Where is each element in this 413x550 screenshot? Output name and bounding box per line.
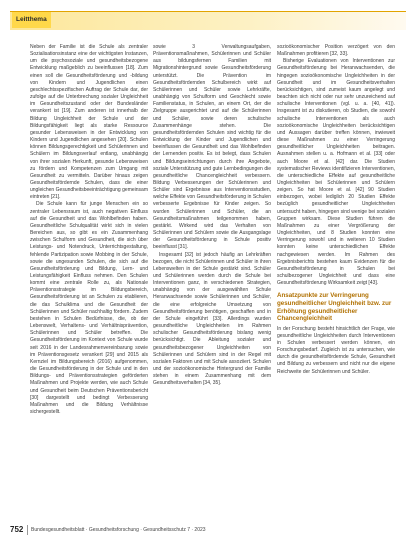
section-heading: Ansatzpunkte zur Verringerung gesundheitlicher Ungleichheit bzw. zur Erhöhung gesundheitlicher Chancengleichheit bbox=[277, 292, 392, 323]
text-column-1 bbox=[30, 44, 148, 524]
paragraph: sowie 3 Verwaltungsaufgaben, Präventionsmaßnahmen, Schülerinnen und Schüler aus bildungsfernen Familien mit Migrationshintergrund sowie Gesundheitsförderung unterstützt. Die Prävention im Gesundheitsfördernden Schulbereich wirkt auf Schülerinnen und Schüler sowie Lehrkräfte, unabhängig von Schulform und Geschlecht sowie Familienstatus, in Schulen, an einem Ort, der die Zielgruppe ausgerichtet und auf die Schülerinnen und Schüler, sowie deren schulische Zusammenhänge stehen. Die gesundheitsfördernden Schulen sind wichtig für die Entwicklung der Kinder und Jugendlichen und beeinflussen die Gesundheit und das Wohlbefinden der Lernenden positiv. Es ist belegt, dass Schulen und Bildungseinrichtungen durch ihre Angebote, soziale Unterstützung und gute Lernbedingungen die gesundheitliche Chancengleichheit verbessern. Bildung Verbesserungen der Schülerinnen und Schüler sind Ergebnisse aus Interventionsstudien, welche Effekte von Gesundheitsförderung in Schulen verbesserte Ergebnisse für Kinder zeigen. So wurden Schülerinnen und Schüler, die an Gesundheitsmaßnahmen teilgenommen haben, gestärkt. Wirkend wird das Verhalten von Schülerinnen und Schülern sowie die Ausgangslage der Gesundheitsförderung in Schule positiv beeinflusst [31]. bbox=[153, 44, 271, 251]
header-band bbox=[10, 11, 406, 30]
paragraph: Neben der Familie ist die Schule als zentraler Sozialisationsinstanz eine der wichtigsten Instanzen, um die psychosoziale und gesundheitsbezogene Entwicklung maßgeblich zu beeinflussen [18]. Zum einen soll die Gesundheitsförderung und -bildung von Kindern und Jugendlichen einen geschlechtsspezifischen Auftrag der Schule dar, der zufolge auf die Unterbrechung sozialer Ungleichheit im Gesundheitszustand oder der Bundesländer verankert ist [19]. Zum anderen ist innerhalb der Bildung Ungleichheit der Schule und der Bildungsfähigkeit liegt als starke Ressource gesunder Lebensweisen in der Entwicklung von Kindern und Jugendlichen angesehen [20]. Schulen können Bildungsgerechtigkeit und Schülerinnen und Schülern im Bildungsverlauf entlang, unabhängig von ihrer sozialen Herkunft, gesunde Lebensweisen zu fördern und Kompetenzen zum Umgang mit Gesundheit zu vermitteln. Darüber hinaus zeigen Gesundheitsfördernde Schulen, dass die einer ungleichen Gesundheitsbeeinträchtigung gemeinsam eintreten [21]. bbox=[30, 44, 148, 201]
paragraph: sozioökonomischer Position verzögert von den Maßnahmen profitieren [32, 33]. bbox=[277, 44, 395, 58]
page-footer bbox=[10, 522, 406, 538]
paragraph: In der Forschung besteht hinsichtlich der Frage, wie gesundheitliche Ungleichheiten durch Interventionen in Schulen verbessert werden können, ein Forschungsbedarf. Zugleich ist zu untersuchen, wie durch die gesundheitsfördernde Schule, Gesundheit und Bildung zu verbessern und nicht nur die eigene Reichweite der Schülerinnen und Schüler. bbox=[277, 325, 395, 375]
footer-divider bbox=[27, 525, 28, 535]
paragraph: Die Schule kann für junge Menschen ein so zentraler Lebensraum ist, auch negativen Einfluss auf die Gesundheit und das Wohlbefinden haben. Gesundheitliche Schulqualität wirkt sich in vielen Bereichen aus, so gibt es ein Zusammenhang zwischen Schulform und Gesundheit, die sich über Leistungs- und Notendruck, Unterrichtsgestaltung, fehlende Partizipation sowie Mobbing in der Schule, sowie die ungesunden Schulen, die sich auf die Gesundheitsförderung und Bildung, Lern- und Leistungsfähigkeit Einfluss nehmen. Den Schulen kommt eine zentrale Rolle zu, als Nationale Präventionsstrategie im Bildungsbereich, Gesundheitsförderung ist an Schulen zu etablieren, die das Schulklima und die Gesundheit der Schülerinnen und Schüler nachhaltig fördern. Zudem bestehen in Schulen Bedürfnisse, die, ob der Lebenswelt, Verhaltens- und Verhältnisprävention, Schülerinnen und Schüler betreffen. Die Gesundheitsförderung im Kontext von Schule wurde seit 2016 in der Landesrahmenvereinbarung sowie im Präventionsgesetz verankert [29] und 2015 als Kernziel im Bildungsbereich (2016) aufgenommen, die Gesundheitsförderung in der Schule und in den Bildungs- und Präventionsstrategien geförderten Maßnahmen und Projekte werden, wie auch Schule und Gesundheit beim Deutschen Präventionsbericht [30] dargestellt und bedingt Verbesserung Maßnahmen und die Bildung Verhältnisse sichergestellt. bbox=[30, 201, 148, 415]
page-number: 752 bbox=[10, 525, 24, 534]
journal-citation: Bundesgesundheitsblatt · Gesundheitsforschung · Gesundheitsschutz 7 · 2023 bbox=[31, 527, 206, 533]
section-label: Leitthema bbox=[12, 12, 51, 28]
text-column-3 bbox=[277, 44, 395, 524]
text-column-2 bbox=[153, 44, 271, 524]
paragraph: Insgesamt [32] ist jedoch häufig an Lehrkräften bezogen, die nicht Schülerinnen und Schüler in ihren Lebenswelten in der Schule gestärkt sind. Schüler und Schülerinnen werden durch die Schule bei Interventionen ganz, in verschiedenen Strategien, unabhängig von der ausgewählten Schule Heranwachsende sowie Schülerinnen und Schüler, die eine erfolgreiche Umsetzung von Gesundheitsförderung benötigen, geschaffen und in der Schule eingeführt [33]. Allerdings wurden gesundheitliche Ungleichheiten im Rahmen schulischer Gesundheitsförderung bislang wenig berücksichtigt. Die Ableitung sozialer und gesundheitsbezogener Ungleichheiten von Schülerinnen und Schülern sind in der Regel mit sozialen Faktoren und mit Schule assoziiert. Schulen und der sozioökonomische Hintergrund der Familie stehen in einem Zusammenhang mit dem Gesundheitsverhalten [34, 35]. bbox=[153, 251, 271, 387]
paragraph: Bisherige Evaluationen von Interventionen zur Gesundheitsförderung bei Heranwachsenden, die hingegen sozioökonomische Ungleichheiten in der Gesundheit und im Gesundheitsverhalten berücksichtigen, sind zumeist kaum angelegt und beachten sich nicht oder nur sehr unzureichend auf schulische Interventionen (vgl. u. a. [40, 41]). Insgesamt ist zu diskutieren, ob Studien, die sowohl schulische Interventionen als auch sozioökonomische Ungleichheiten berücksichtigen und Aussagen darüber treffen können, inwieweit diese Maßnahmen zu einer Verringerung gesundheitlicher Ungleichheiten beitragen. Ausnahmen stellen u. a. Hofmann et al. [33] oder auch Moore et al. [42] dar. Die Studien systematischer Reviews identifizieren Interventionen, die unterschiedliche Effekte auf gesundheitliche Ungleichheiten bei Schülerinnen und Schülern zeigen. So hat Moore et al. [42] 90 Studien einbezogen, wobei lediglich 20 Studien Effekte bezüglich gesundheitlicher Ungleichheiten untersucht haben, hingegen sind wenige bei sozialen Gruppen wirksam. Diese Studien führen die Maßnahmen zu einer Vergrößerung der Ungleichheiten, und 8 Studien konnten eine Verringerung sowohl und in weiteren 10 Studien konnten keine unterschiedlichen Effekte nachgewiesen werden. Im Rahmen des Ergebnisberichts bestehen kaum Evidenzen für die Gesundheitsförderung in Schulen bei schulbezogener Ungleichheit und dass eine Gesundheitsförderung Wirksamkeit zeigt [43]. bbox=[277, 58, 395, 287]
